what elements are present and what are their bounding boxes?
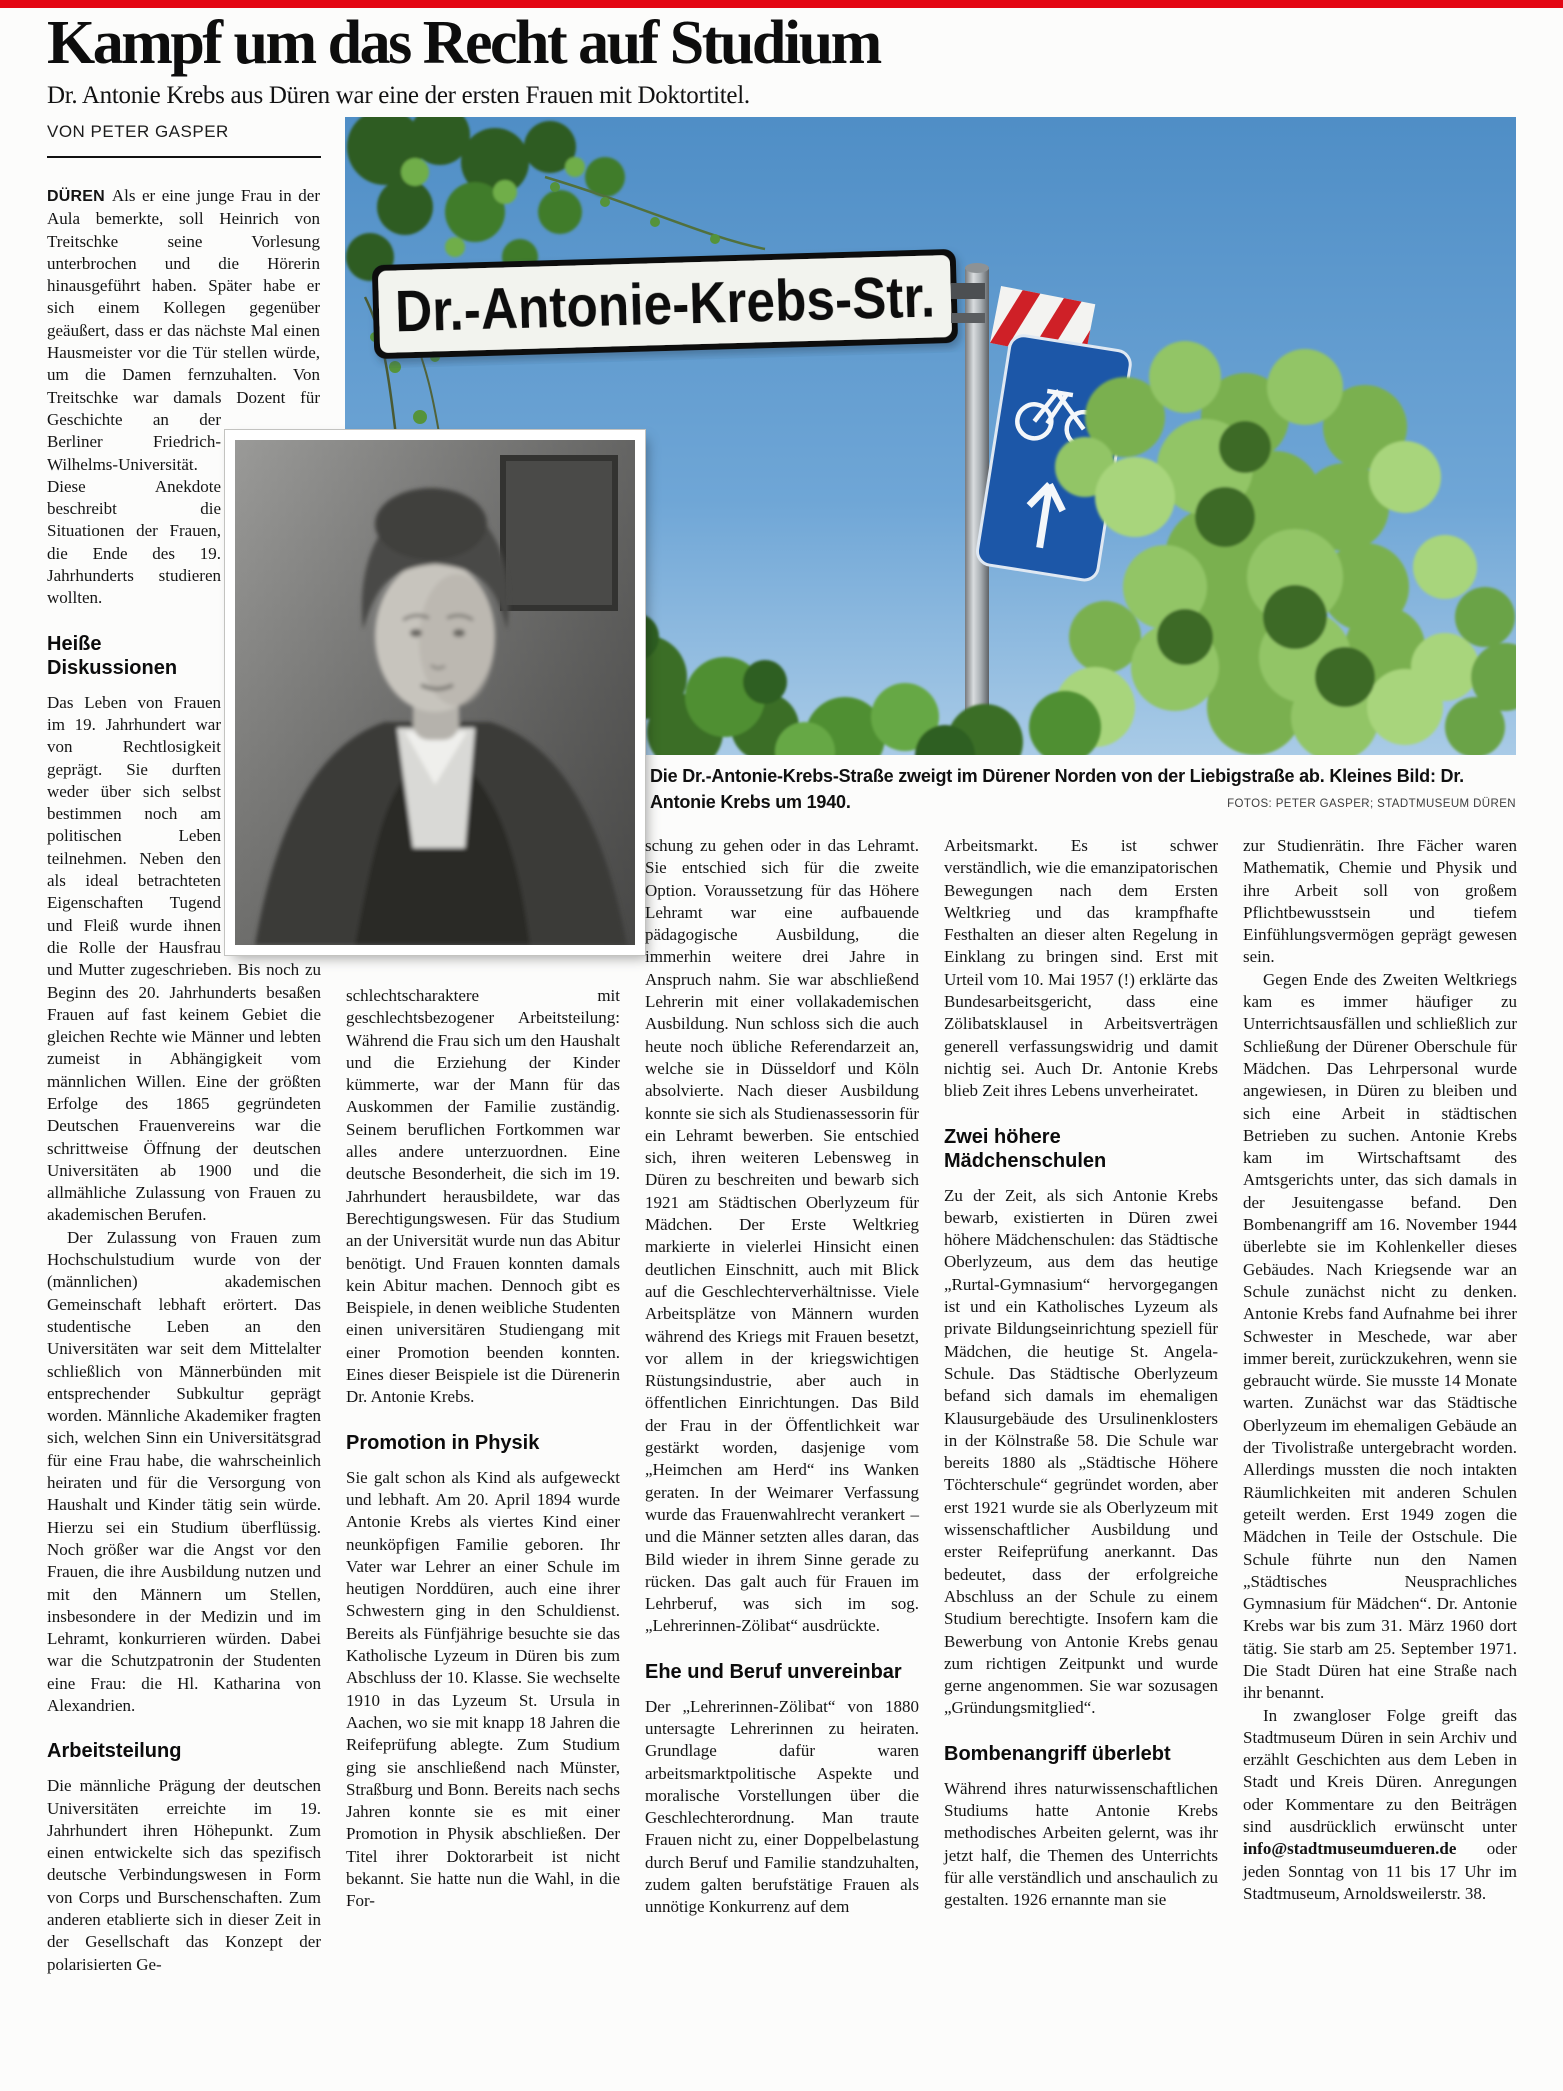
text-column-1 xyxy=(47,185,321,2085)
text-wrap-spacer xyxy=(320,185,321,430)
street-sign xyxy=(372,249,1005,359)
email-address: info@stadtmuseumdueren.de xyxy=(1243,1839,1457,1859)
body-paragraph: schung zu gehen oder in das Lehramt. Sie entschied sich für die zweite Option. Voraussetzung für das Höhere Lehramt war eine aufbauende pädagogische Ausbildung, die immerhin weitere drei Jahre in Anspruch nahm. Sie war abschließend Lehrerin mit einer vollakademischen Ausbildung. Nun schloss sich die auch heute noch übliche Referendarzeit an, welche sie in Düsseldorf und Köln absolvierte. Nach dieser Ausbildung konnte sie sich als Studienassessorin für ein Lehramt bewerben. Sie entschied sich, ihren weiteren Lebensweg in Düren zu beschreiten und bewarb sich 1921 am Städtischen Oberlyzeum für Mädchen. Der Erste Weltkrieg markierte in vielerlei Hinsicht einen deutlichen Einschnitt, auch mit Blick auf die Geschlechterverhältnisse. Viele Arbeitsplätze von Männern wurden während des Kriegs mit Frauen besetzt, vor allem in der kriegswichtigen Rüstungsindustrie, aber auch in öffentlichen Einrichtungen. Das Bild der Frau in der Öffentlichkeit war gestärkt worden, dasjenige vom „Heimchen am Herd“ ins Wanken geraten. In der Weimarer Verfassung wurde das Frauenwahlrecht verankert – und die Männer setzten alles daran, das Bild wieder in ihrem Sinne gerade zu rücken. Das galt auch für Frauen im Lehrberuf, was sich im sog. „Lehrerinnen-Zölibat“ ausdrückte. xyxy=(645,836,919,1636)
body-paragraph: Die männliche Prägung der deutschen Universitäten erreichte im 19. Jahrhundert ihren Höhepunkt. Zum einen entwickelte sich das spezifisch deutsche Verbindungswesen in Form von Corps und Burschenschaften. Zum anderen etablierte sich in dieser Zeit in der Gesellschaft das Konzept der polarisierten Ge- xyxy=(47,1776,321,1974)
top-red-bar xyxy=(0,0,1563,8)
body-paragraph: Sie galt schon als Kind als aufgeweckt und lebhaft. Am 20. April 1894 wurde Antonie Krebs als viertes Kind einer neunköpfigen Familie geboren. Ihr Vater war Lehrer an einer Schule im heutigen Norddüren, auch eine ihrer Schwestern ging in den Schuldienst. Bereits als Fünfjährige besuchte sie das Katholische Lyzeum in Düren bis zum Abschluss der 10. Klasse. Sie wechselte 1910 in das Lyzeum St. Ursula in Aachen, wo sie mit knapp 18 Jahren die Reifeprüfung ablegte. Zum Studium ging sie anschließend nach Münster, Straßburg und Bonn. Bereits nach sechs Jahren konnte sie es mit einer Promotion in Physik abschließen. Der Titel ihrer Doktorarbeit ist nicht bekannt. Sie hatte nun die Wahl, in die For- xyxy=(346,1467,620,1911)
byline-rule xyxy=(47,156,321,158)
body-paragraph: schlechtscharaktere mit geschlechtsbezogener Arbeitsteilung: Während die Frau sich um den Haushalt und die Erziehung der Kinder kümmerte, war der Mann für das Auskommen der Familie zuständig. Seinem beruflichen Fortkommen war alles andere unterzuordnen. Eine deutsche Besonderheit, die sich im 19. Jahrhundert herausbildete, war das Berechtigungswesen. Für das Studium an der Universität wurde nun das Abitur benötigt. Und Frauen konnten damals kein Abitur machen. Dennoch gibt es Beispiele, in denen weibliche Studenten einen universitären Studiengang mit einer Promotion beenden konnten. Eines dieser Beispiele ist die Dürenerin Dr. Antonie Krebs. xyxy=(346,986,620,1407)
section-heading: Bombenangriff überlebt xyxy=(944,1742,1171,1765)
text-column-3 xyxy=(645,835,919,2085)
photo-credit: FOTOS: PETER GASPER; STADTMUSEUM DÜREN xyxy=(1227,798,1516,810)
body-paragraph: Während ihres naturwissenschaftlichen Studiums hatte Antonie Krebs methodisches Arbeiten gelernt, was ihr jetzt half, die Themen des Unterrichts für alle verständlich und anschaulich zu gestalten. 1926 ernannte man sie xyxy=(944,1778,1218,1910)
subheadline: Dr. Antonie Krebs aus Düren war eine der ersten Frauen mit Doktortitel. xyxy=(47,82,750,109)
section-heading: Heiße Diskussionen xyxy=(47,632,178,679)
dateline: DÜREN xyxy=(47,188,112,205)
wall-frame xyxy=(503,458,615,608)
body-paragraph: Gegen Ende des Zweiten Weltkriegs kam es immer häufiger zu Unterrichtsausfällen und schließlich zur Schließung der Dürener Oberschule für Mädchen. Das Lehrpersonal wurde angewiesen, in Düren zu bleiben und sich eine Arbeit in städtischen Betrieben zu suchen. Antonie Krebs kam im Wirtschaftsamt des Amtsgerichts unter, das sich damals in der Jesuitengasse befand. Den Bombenangriff am 16. November 1944 überlebte sie im Kohlenkeller dieses Gebäudes. Nach Kriegsende war an Schule zunächst nicht zu denken. Antonie Krebs fand Aufnahme bei ihrer Schwester in Meschede, war aber immer bereit, zurückzukehren, wenn sie gebraucht würde. Sie musste 14 Monate warten. Zunächst war das Städtische Oberlyzeum im ehemaligen Gebäude an der Tivolistraße untergebracht worden. Allerdings mussten die noch intakten Räumlichkeiten mit anderen Schulen geteilt werden. Erst 1949 zogen die Mädchen in Teile der Ostschule. Die Schule führte nun den Namen „Städtisches Neusprachliches Gymnasium für Mädchen“. Dr. Antonie Krebs war bis zum 31. März 1960 dort tätig. Sie starb am 25. September 1971. Die Stadt Düren hat eine Straße nach ihr benannt. xyxy=(1243,969,1517,1703)
text-column-4 xyxy=(944,835,1218,2085)
body-paragraph: Der „Lehrerinnen-Zölibat“ von 1880 untersagte Lehrerinnen zu heiraten. Grundlage dafür waren arbeitsmarktpolitische Aspekte und moralische Vorstellungen über die Geschlechterordnung. Man traute Frauen nicht zu, einer Doppelbelastung durch Beruf und Familie standzuhalten, zudem galten berufstätige Frauen als unnötige Konkurrenz auf dem xyxy=(645,1696,919,1917)
body-paragraph: Arbeitsmarkt. Es ist schwer verständlich, wie die emanzipatorischen Bewegungen nach dem Ersten Weltkrieg und das krampfhafte Festhalten an dieser alten Regelung in Einklang zu bringen sind. Erst mit Urteil vom 10. Mai 1957 (!) erklärte das Bundesarbeitsgericht, dass eine Zölibatsklausel in Arbeitsverträgen generell verfassungswidrig und damit nichtig sei. Auch Dr. Antonie Krebs blieb Zeit ihres Lebens unverheiratet. xyxy=(944,836,1218,1101)
caption-text: Die Dr.-Antonie-Krebs-Straße zweigt im Dürener Norden von der Liebigstraße ab. Kleines Bild: Dr. Antonie Krebs um 1940. xyxy=(650,766,1464,812)
body-paragraph: Das Leben von Frauen im 19. Jahrhundert war von Rechtlosigkeit geprägt. Sie durften weder über sich selbst bestimmen noch am politischen Leben teilnehmen. Neben den als ideal betrachteten Eigenschaften Tugend und Fleiß wurde ihnen die Rolle der Hausfrau und Mutter zugeschrieben. Bis noch zu Beginn des 20. Jahrhunderts besaßen Frauen auf fast keinem Gebiet die gleichen Rechte wie Männer und lebten zumeist in Abhängigkeit vom männlichen Willen. Eine der größten Erfolge des 1865 gegründeten Deutschen Frauenvereins war die schrittweise Öffnung der deutschen Universitäten ab 1900 und die allmähliche Zulassung von Frauen zu akademischen Berufen. xyxy=(47,692,321,1225)
text-column-5 xyxy=(1243,835,1517,2085)
headline: Kampf um das Recht auf Studium xyxy=(47,9,880,77)
street-sign-text: Dr.-Antonie-Krebs-Str. xyxy=(394,262,1005,345)
body-paragraph: Zu der Zeit, als sich Antonie Krebs bewarb, existierten in Düren zwei höhere Mädchenschulen: das Städtische Oberlyzeum, aus dem das heutige „Rurtal-Gymnasium“ hervorgegangen ist und ein Katholisches Lyzeum als private Bildungseinrichtung speziell für Mädchen, die heutige St. Angela-Schule. Das Städtische Oberlyzeum befand sich damals im ehemaligen Klausurgebäude des Ursulinenklosters in der Kölnstraße 58. Die Schule war bereits 1880 als „Städtische Höhere Töchterschule“ gegründet worden, aber erst 1921 wurde sie als Oberlyzeum mit wissenschaftlicher Ausbildung und erster Reifeprüfung anerkannt. Das bedeutet, dass der erfolgreiche Abschluss an der Schule zu einem Studium berechtigte. Insofern kam die Bewerbung von Antonie Krebs genau zum richtigen Zeitpunkt und wurde gerne angenommen. Sie war sozusagen „Gründungsmitglied“. xyxy=(944,1185,1218,1718)
body-paragraph: In zwangloser Folge greift das Stadtmuseum Düren in sein Archiv und erzählt Geschichten aus dem Leben in Stadt und Kreis Düren. Anregungen oder Kommentare zu den Beiträgen sind ausdrücklich erwünscht unter info@stadtmuseumdueren.de oder jeden Sonntag von 11 bis 17 Uhr im Stadtmuseum, Arnoldsweilerstr. 38. xyxy=(1243,1705,1517,1903)
text-wrap-spacer xyxy=(221,430,321,958)
section-heading: Ehe und Beruf unvereinbar xyxy=(645,1660,902,1683)
photo-caption xyxy=(650,763,1516,815)
body-paragraph: Der Zulassung von Frauen zum Hochschulstudium wurde von der (männlichen) akademischen Gemeinschaft lebhaft erörtert. Das studentische Leben an den Universitäten war seit dem Mittelalter schließlich von Männerbünden mit entsprechender Subkultur geprägt worden. Männliche Akademiker fragten sich, welchen Sinn ein Universitätsgrad für eine Frau habe, die wahrscheinlich heiraten und für die Versorgung von Haushalt und Kinder tätig sein würde. Hierzu sei ein Studium überflüssig. Noch größer war die Angst vor den Frauen, die ihre Ausbildung nutzen und mit den Männern um Stellen, insbesondere in der Medizin und im Lehramt, konkurrieren würden. Dabei war die Schutzpatronin der Studenten eine Frau: die Hl. Katharina von Alexandrien. xyxy=(47,1227,321,1715)
text-column-2 xyxy=(346,985,620,2085)
body-paragraph: DÜREN Als er eine junge Frau in der Aula bemerkte, soll Heinrich von Treitschke seine Vorlesung unterbrochen und die Hörerin hinausgeführt haben. Später habe er sich einem Kollegen gegenüber geäußert, dass er das nächste Mal einen Hausmeister vor die Tür stellen würde, um die Damen fernzuhalten. Von Treitschke war damals Dozent für Geschichte an der Berliner Friedrich-Wilhelms-Universität. Diese Anekdote beschreibt die Situationen der Frauen, die Ende des 19. Jahrhunderts studieren wollten. xyxy=(47,186,320,608)
section-heading: Arbeitsteilung xyxy=(47,1740,182,1763)
byline: VON PETER GASPER xyxy=(47,122,229,141)
section-heading: Promotion in Physik xyxy=(346,1431,540,1454)
body-paragraph: zur Studienrätin. Ihre Fächer waren Mathematik, Chemie und Physik und ihre Arbeit soll von großem Pflichtbewusstsein und tiefem Einfühlungsvermögen geprägt gewesen sein. xyxy=(1243,836,1517,967)
section-heading: Zwei höhere Mädchenschulen xyxy=(944,1125,1107,1172)
